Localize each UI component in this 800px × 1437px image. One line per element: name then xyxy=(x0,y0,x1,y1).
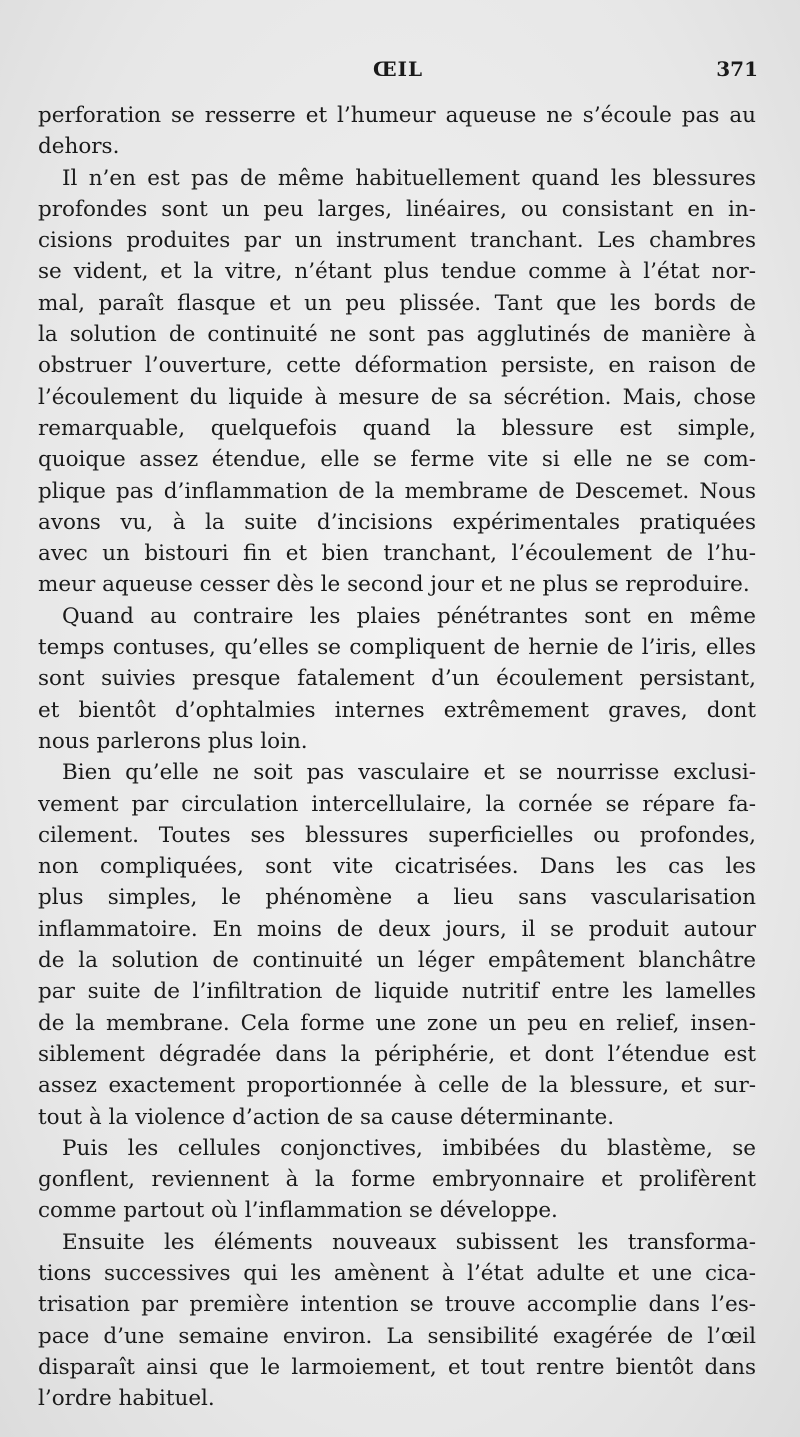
page-number: 371 xyxy=(716,57,758,81)
text-line: trisation par première intention se trouve accomplie dans l’es- xyxy=(38,1292,756,1318)
text-line: quoique assez étendue, elle se ferme vite si elle ne se com- xyxy=(38,447,756,473)
text-line: tions successives qui les amènent à l’état adulte et une cica- xyxy=(38,1260,756,1286)
text-line: l’ordre habituel. xyxy=(38,1386,215,1412)
text-line: nous parlerons plus loin. xyxy=(38,728,308,754)
text-line: remarquable, quelquefois quand la blessure est simple, xyxy=(38,415,756,441)
text-line: gonflent, reviennent à la forme embryonnaire et prolifèrent xyxy=(38,1167,756,1193)
text-line: de la solution de continuité un léger empâtement blanchâtre xyxy=(38,948,756,974)
text-line: dehors. xyxy=(38,134,120,160)
text-line: sont suivies presque fatalement d’un écoulement persistant, xyxy=(38,666,756,692)
text-line: obstruer l’ouverture, cette déformation persiste, en raison de xyxy=(38,353,756,379)
text-line: inflammatoire. En moins de deux jours, il se produit autour xyxy=(38,916,756,942)
text-line: assez exactement proportionnée à celle de la blessure, et sur- xyxy=(38,1073,756,1099)
paragraph xyxy=(38,757,756,1133)
text-line: de la membrane. Cela forme une zone un peu en relief, insen- xyxy=(38,1010,756,1036)
paragraph xyxy=(38,100,756,163)
running-title: ŒIL xyxy=(372,57,424,81)
text-line: cisions produites par un instrument tranchant. Les chambres xyxy=(38,228,756,254)
body-text xyxy=(38,100,756,1414)
text-line: avons vu, à la suite d’incisions expérimentales pratiquées xyxy=(38,509,756,535)
text-line: comme partout où l’inflammation se développe. xyxy=(38,1198,558,1224)
text-line: plique pas d’inflammation de la membrame de Descemet. Nous xyxy=(38,478,756,504)
text-line: l’écoulement du liquide à mesure de sa sécrétion. Mais, chose xyxy=(38,384,756,410)
text-line: mal, paraît flasque et un peu plissée. Tant que les bords de xyxy=(38,290,756,316)
text-line: siblement dégradée dans la périphérie, et dont l’étendue est xyxy=(38,1041,756,1067)
paragraph xyxy=(38,1133,756,1227)
text-line: profondes sont un peu larges, linéaires, ou consistant en in- xyxy=(38,196,756,222)
text-line: la solution de continuité ne sont pas agglutinés de manière à xyxy=(38,322,756,348)
text-line: plus simples, le phénomène a lieu sans vascularisation xyxy=(38,885,756,911)
text-line: vement par circulation intercellulaire, la cornée se répare fa- xyxy=(38,791,756,817)
running-head xyxy=(38,57,758,87)
text-line: meur aqueuse cesser dès le second jour et ne plus se reproduire. xyxy=(38,572,750,598)
text-line: temps contuses, qu’elles se compliquent de hernie de l’iris, elles xyxy=(38,635,756,661)
text-line: non compliquées, sont vite cicatrisées. Dans les cas les xyxy=(38,854,756,880)
text-line: Ensuite les éléments nouveaux subissent les transforma- xyxy=(62,1229,756,1255)
paragraph xyxy=(38,1227,756,1415)
text-line: disparaît ainsi que le larmoiement, et tout rentre bientôt dans xyxy=(38,1354,756,1380)
text-line: perforation se resserre et l’humeur aqueuse ne s’écoule pas au xyxy=(38,103,756,128)
text-line: Puis les cellules conjonctives, imbibées du blastème, se xyxy=(62,1135,756,1161)
paragraph xyxy=(38,601,756,757)
text-line: cilement. Toutes ses blessures superficielles ou profondes, xyxy=(38,822,756,848)
paragraph xyxy=(38,163,756,601)
text-line: Bien qu’elle ne soit pas vasculaire et se nourrisse exclusi- xyxy=(62,760,756,786)
text-line: tout à la violence d’action de sa cause déterminante. xyxy=(38,1104,615,1130)
text-line: pace d’une semaine environ. La sensibilité exagérée de l’œil xyxy=(38,1323,756,1349)
text-line: avec un bistouri fin et bien tranchant, l’écoulement de l’hu- xyxy=(38,541,756,567)
text-line: par suite de l’infiltration de liquide nutritif entre les lamelles xyxy=(38,979,756,1005)
text-line: et bientôt d’ophtalmies internes extrêmement graves, dont xyxy=(38,697,756,723)
text-line: se vident, et la vitre, n’étant plus tendue comme à l’état nor- xyxy=(38,259,756,285)
text-line: Il n’en est pas de même habituellement quand les blessures xyxy=(62,165,756,191)
text-line: Quand au contraire les plaies pénétrantes sont en même xyxy=(62,603,756,629)
